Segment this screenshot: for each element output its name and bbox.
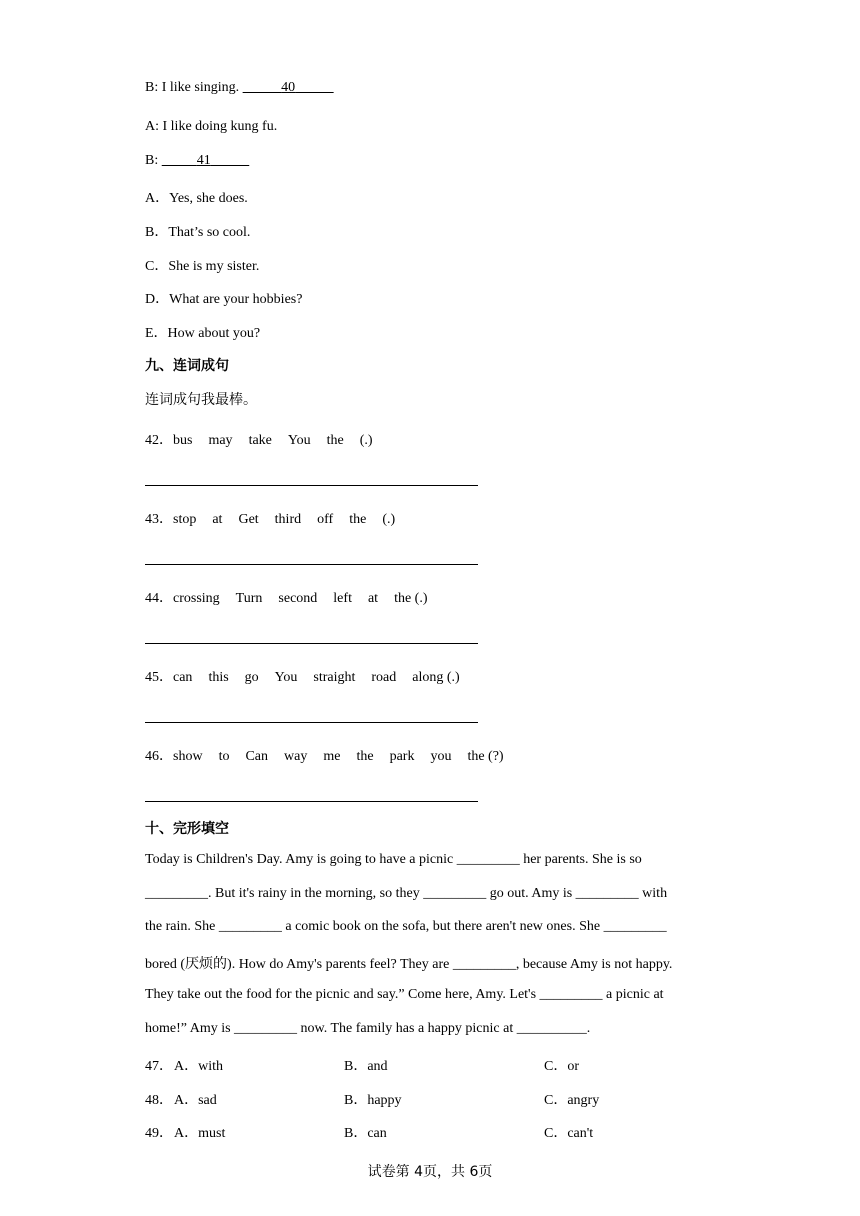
answer-line-46[interactable] (145, 801, 478, 802)
dialogue-line-b2 (145, 153, 249, 169)
question-44 (145, 587, 444, 607)
dialog-option-e: E．How about you? (145, 326, 261, 341)
word: show (173, 749, 203, 764)
passage-line-3: the rain. She _________ a comic book on the sofa, but there aren't new ones. She _________ (145, 919, 667, 934)
word: (.) (359, 433, 373, 448)
word: take (248, 433, 272, 448)
question-number: 46． (145, 749, 173, 764)
word: (.) (382, 512, 396, 527)
answer-line-45[interactable] (145, 722, 478, 723)
question-number: 45． (145, 670, 173, 685)
passage-line-2: _________. But it's rainy in the morning, so they _________ go out. Amy is _________ with (145, 886, 668, 901)
word: at (212, 512, 223, 527)
question-43 (145, 508, 411, 528)
word: Turn (235, 591, 263, 606)
word: stop (173, 512, 197, 527)
answer-line-44[interactable] (145, 643, 478, 644)
option-c[interactable]: C．can't (544, 1126, 594, 1141)
word: second (278, 591, 318, 606)
word: park (389, 749, 415, 764)
dialog-option-b: B．That’s so cool. (145, 225, 251, 240)
dialogue-line-b1 (145, 80, 334, 96)
passage-line-4: bored (厌烦的). How do Amy's parents feel? They are _________, because Amy is not happy. (145, 957, 673, 972)
option-b[interactable]: B．can (344, 1126, 387, 1141)
section-9-instruction: 连词成句我最棒。 (145, 392, 257, 408)
dialogue-b2-text: B: (145, 153, 162, 168)
word: the (.) (394, 591, 428, 606)
word: this (208, 670, 229, 685)
word: the (349, 512, 367, 527)
word: at (367, 591, 379, 606)
dialog-option-d: D．What are your hobbies? (145, 292, 303, 307)
section-10-title: 十、完形填空 (145, 821, 229, 837)
word: Can (245, 749, 269, 764)
word: third (274, 512, 302, 527)
passage-line-5: They take out the food for the picnic and say.” Come here, Amy. Let's _________ a picnic at (145, 987, 664, 1002)
word: off (317, 512, 334, 527)
dialog-option-a: A．Yes, she does. (145, 191, 248, 206)
word: may (208, 433, 233, 448)
word: the (?) (467, 749, 504, 764)
option-a[interactable]: A．with (174, 1059, 223, 1074)
option-c[interactable]: C．or (544, 1059, 579, 1074)
word: go (244, 670, 259, 685)
question-number: 42． (145, 433, 173, 448)
word: You (274, 670, 298, 685)
dialog-option-c: C．She is my sister. (145, 259, 260, 274)
answer-line-42[interactable] (145, 485, 478, 486)
section-9-title: 九、连词成句 (145, 358, 229, 374)
option-a[interactable]: A．sad (174, 1093, 217, 1108)
word: you (430, 749, 452, 764)
option-c[interactable]: C．angry (544, 1093, 600, 1108)
word: You (287, 433, 311, 448)
option-a[interactable]: A．must (174, 1126, 226, 1141)
option-b[interactable]: B．happy (344, 1093, 402, 1108)
word: left (333, 591, 352, 606)
question-46 (145, 745, 520, 765)
passage-line-6: home!” Amy is _________ now. The family has a happy picnic at __________. (145, 1021, 591, 1036)
dialogue-line-a: A: I like doing kung fu. (145, 119, 278, 134)
word: to (218, 749, 230, 764)
word: way (284, 749, 308, 764)
word: Get (238, 512, 259, 527)
question-number: 47． (145, 1059, 173, 1074)
dialogue-b1-text: B: I like singing. (145, 80, 243, 95)
word: road (371, 670, 397, 685)
option-b[interactable]: B．and (344, 1059, 388, 1074)
word: along (.) (412, 670, 460, 685)
word: can (173, 670, 193, 685)
question-number: 44． (145, 591, 173, 606)
answer-blank-41: 41 (196, 153, 211, 168)
word: me (323, 749, 341, 764)
answer-line-43[interactable] (145, 564, 478, 565)
page-footer: 试卷第 4页，共 6页 (367, 1164, 493, 1180)
word: straight (313, 670, 356, 685)
question-45 (145, 666, 476, 686)
passage-line-1: Today is Children's Day. Amy is going to have a picnic _________ her parents. She is so (145, 852, 642, 867)
question-number: 49． (145, 1126, 173, 1141)
question-number: 43． (145, 512, 173, 527)
word: the (356, 749, 374, 764)
question-number: 48． (145, 1093, 173, 1108)
word: bus (173, 433, 193, 448)
question-42 (145, 429, 389, 449)
answer-blank-40: 40 (281, 80, 296, 95)
word: the (326, 433, 344, 448)
word: crossing (173, 591, 220, 606)
